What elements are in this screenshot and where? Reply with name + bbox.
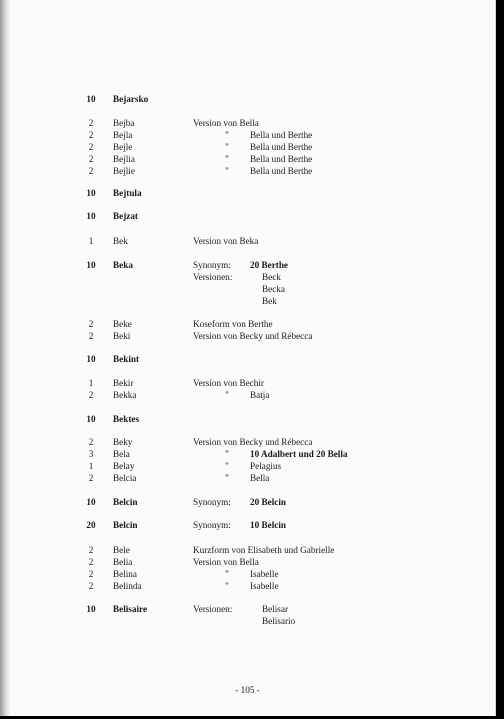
ditto-mark: " <box>225 142 229 152</box>
entry-number: 10 <box>86 354 96 364</box>
entry-number: 2 <box>88 581 94 591</box>
entry-name: Bejzat <box>113 211 138 221</box>
ditto-mark: " <box>225 390 229 400</box>
index-entry <box>0 603 495 615</box>
entry-number: 1 <box>88 378 94 388</box>
entry-description: Version von Bechir <box>193 378 264 388</box>
entry-detail: Isabelle <box>250 581 279 591</box>
entry-name: Bek <box>113 236 128 246</box>
index-entry <box>0 519 495 531</box>
index-entry <box>0 496 495 508</box>
entry-number: 2 <box>88 166 94 176</box>
entry-name: Belay <box>113 461 135 471</box>
entry-detail: Bella und Berthe <box>250 142 313 152</box>
entry-number: 1 <box>88 236 94 246</box>
entry-name: Beki <box>113 331 131 341</box>
entry-description: Version von Beka <box>193 236 259 246</box>
ditto-mark: " <box>225 154 229 164</box>
index-entry <box>0 283 495 295</box>
entry-description: Koseform von Berthe <box>193 319 273 329</box>
entry-number: 10 <box>86 188 96 198</box>
entry-detail: Belisario <box>262 616 296 626</box>
page-number: - 105 - <box>235 685 260 695</box>
entry-number: 10 <box>86 604 96 614</box>
entry-number: 2 <box>88 473 94 483</box>
ditto-mark: " <box>225 130 229 140</box>
entry-detail: Batja <box>250 390 270 400</box>
entry-description: Synonym: <box>193 520 231 530</box>
entry-description: Version von Becky und Rébecca <box>193 437 313 447</box>
index-entry <box>0 117 495 129</box>
entry-number: 2 <box>88 319 94 329</box>
entry-number: 2 <box>88 331 94 341</box>
index-entry <box>0 129 495 141</box>
index-entry <box>0 389 495 401</box>
entry-reference: 20 Berthe <box>250 260 289 270</box>
ditto-mark: " <box>225 461 229 471</box>
ditto-mark: " <box>225 569 229 579</box>
entry-number: 2 <box>88 437 94 447</box>
entry-name: Bejarsko <box>113 94 149 104</box>
entry-name: Bejle <box>113 142 133 152</box>
entry-name: Belcin <box>113 497 138 507</box>
ditto-mark: " <box>225 166 229 176</box>
entry-name: Belia <box>113 557 133 567</box>
entry-name: Belcin <box>113 520 138 530</box>
entry-detail: Isabelle <box>250 569 279 579</box>
ditto-mark: " <box>225 581 229 591</box>
index-entry <box>0 544 495 556</box>
entry-number: 2 <box>88 118 94 128</box>
entry-name: Bejtula <box>113 188 142 198</box>
index-entry <box>0 353 495 365</box>
entry-number: 2 <box>88 130 94 140</box>
index-entry <box>0 330 495 342</box>
index-entry <box>0 413 495 425</box>
index-entry <box>0 377 495 389</box>
entry-number: 10 <box>86 260 96 270</box>
entry-number: 2 <box>88 545 94 555</box>
entry-description: Versionen: <box>193 604 233 614</box>
entry-number: 10 <box>86 414 96 424</box>
ditto-mark: " <box>225 473 229 483</box>
entry-description: Synonym: <box>193 260 231 270</box>
index-entry <box>0 556 495 568</box>
index-entry <box>0 580 495 592</box>
entry-number: 2 <box>88 569 94 579</box>
index-entry <box>0 187 495 199</box>
entry-detail: Bella und Berthe <box>250 166 313 176</box>
index-entry <box>0 295 495 307</box>
entry-name: Beka <box>113 260 133 270</box>
entry-name: Belinda <box>113 581 142 591</box>
entry-name: Bela <box>113 449 130 459</box>
ditto-mark: " <box>225 449 229 459</box>
index-entry <box>0 568 495 580</box>
index-entry <box>0 460 495 472</box>
entry-name: Bekint <box>113 354 140 364</box>
entry-detail: Bek <box>262 296 277 306</box>
entry-detail: Bella und Berthe <box>250 154 313 164</box>
entry-detail: Becka <box>262 284 285 294</box>
index-entry <box>0 141 495 153</box>
entry-description: Version von Bella <box>193 557 259 567</box>
entry-name: Bejba <box>113 118 135 128</box>
entry-detail: Bella und Berthe <box>250 130 313 140</box>
index-entry <box>0 318 495 330</box>
entry-number: 10 <box>86 211 96 221</box>
entry-reference: 20 Belcin <box>250 497 286 507</box>
entry-name: Bekka <box>113 390 137 400</box>
entry-description: Version von Becky und Rébecca <box>193 331 313 341</box>
index-entry <box>0 472 495 484</box>
entry-detail: Bella <box>250 473 270 483</box>
entry-number: 1 <box>88 461 94 471</box>
entry-name: Bejlia <box>113 154 135 164</box>
entry-number: 2 <box>88 557 94 567</box>
entry-number: 2 <box>88 154 94 164</box>
index-entry <box>0 271 495 283</box>
index-entry <box>0 153 495 165</box>
entry-detail: Belisar <box>262 604 289 614</box>
entry-number: 10 <box>86 497 96 507</box>
index-entry <box>0 615 495 627</box>
entry-number: 2 <box>88 142 94 152</box>
entry-detail: Beck <box>262 272 281 282</box>
index-entry <box>0 259 495 271</box>
index-entry <box>0 436 495 448</box>
entry-description: Synonym: <box>193 497 231 507</box>
entry-name: Bejlie <box>113 166 135 176</box>
entry-reference: 10 Belcin <box>250 520 286 530</box>
entry-description: Version von Bella <box>193 118 259 128</box>
entry-description: Kurzform von Elisabeth und Gabrielle <box>193 545 335 555</box>
index-entry <box>0 210 495 222</box>
entry-name: Belcia <box>113 473 137 483</box>
entry-name: Belina <box>113 569 137 579</box>
entry-name: Bekir <box>113 378 134 388</box>
entry-name: Beky <box>113 437 133 447</box>
entry-number: 10 <box>86 94 96 104</box>
entry-name: Bektes <box>113 414 140 424</box>
entry-name: Bele <box>113 545 130 555</box>
entry-detail: Pelagius <box>250 461 282 471</box>
entry-name: Beke <box>113 319 132 329</box>
index-entry <box>0 448 495 460</box>
entry-number: 20 <box>86 520 96 530</box>
entry-name: Bejla <box>113 130 133 140</box>
entry-number: 2 <box>88 390 94 400</box>
index-entry <box>0 93 495 105</box>
entry-description: Versionen: <box>193 272 233 282</box>
index-entry <box>0 165 495 177</box>
entry-number: 3 <box>88 449 94 459</box>
index-entry <box>0 235 495 247</box>
entry-name: Belisaire <box>113 604 148 614</box>
entry-reference: 10 Adalbert und 20 Bella <box>250 449 348 459</box>
